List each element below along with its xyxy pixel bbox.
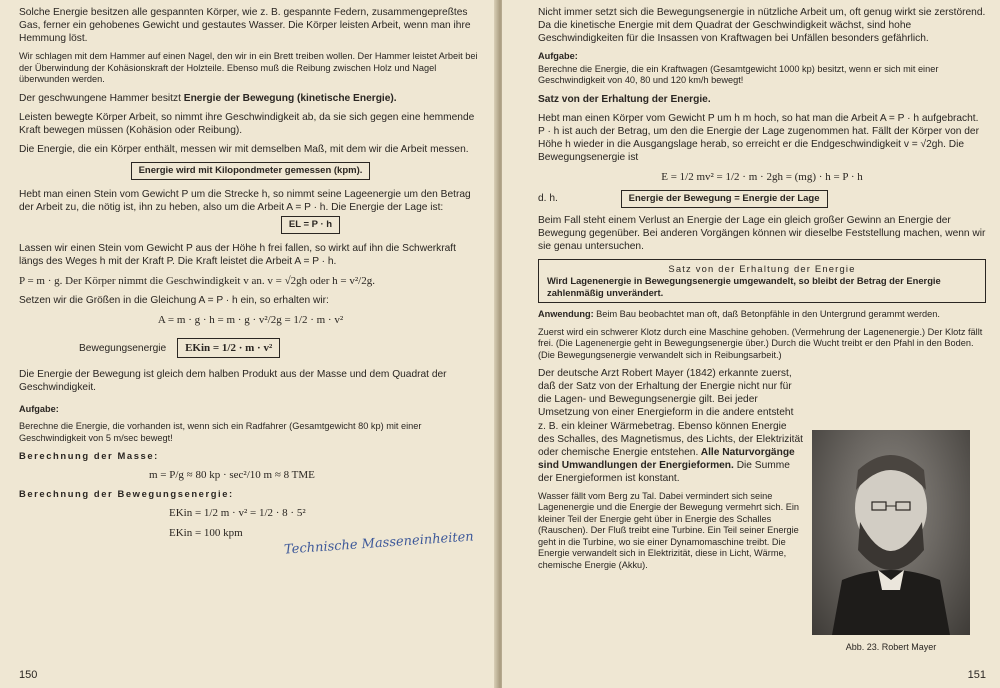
paragraph: Zuerst wird ein schwerer Klotz durch eine Maschine gehoben. (Vermehrung der Lagenenergie.) Der Klotz fällt frei. (Die Lagenenergie geht in Bewegungsenergie über.) Durch die Wucht treibt er den Pfahl in den Boden. (Die Bewegungsenergie verwandelt sich in Reibungsarbeit.) [538, 326, 983, 360]
formula: m = P/g ≈ 80 kp · sec²/10 m ≈ 8 TME [149, 469, 315, 482]
paragraph: Hebt man einen Stein vom Gewicht P um die Strecke h, so nimmt seine Lageenergie um den Betrag der Arbeit zu, die nötig ist, ihn zu heben, also um die Arbeit A = P · h. Die Energie der Lage ist: [19, 188, 471, 214]
page-number: 151 [967, 668, 986, 681]
formula-row [538, 190, 986, 208]
law-box [538, 259, 986, 303]
formula-line: P = m · g. Der Körper nimmt die Geschwindigkeit v an. v = √2gh oder h = v²/2g. [19, 275, 375, 288]
formula: E = 1/2 mv² = 1/2 · m · 2gh = (mg) · h = P · h [661, 170, 863, 183]
paragraph: Die Energie der Bewegung ist gleich dem halben Produkt aus der Masse und dem Quadrat der Geschwindigkeit. [19, 368, 447, 393]
paragraph: Wir schlagen mit dem Hammer auf einen Nagel, den wir in ein Brett treiben wollen. Der Hammer leistet Arbeit bei der Überwindung der Kohäsionskraft der Holzteile. Ebenso muß die Reibung zwischen Holz und Nagel überwunden werden. [19, 51, 478, 85]
law-title: Satz von der Erhaltung der Energie [668, 263, 856, 275]
boxed-statement: Energie der Bewegung = Energie der Lage [621, 190, 828, 208]
page-number: 150 [19, 668, 38, 681]
right-page [502, 0, 1000, 688]
handwritten-note: Technische Masseneinheiten [283, 529, 475, 558]
paragraph: Wasser fällt vom Berg zu Tal. Dabei vermindert sich seine Lagenenergie und die Energie der Bewegung vermehrt sich. Ein kleiner Teil der Energie geht über in Energie des Schalles (Rauschen). Der Fluß treibt eine Turbine. Ein Teil seiner Energie geht in die Turbine, wo sie einer Dynamomaschine treibt. Die Energie verwandelt sich in Elektrizität, diese in Licht, Wärme, chemische Energie (Akku). [538, 490, 799, 570]
task-text: Berechne die Energie, die vorhanden ist, wenn sich ein Radfahrer (Gesamtgewicht 80 kp) mit einer Geschwindigkeit von 5 m/sec bewegt! [19, 421, 422, 443]
task-title: Aufgabe: [538, 51, 578, 62]
boxed-statement: Energie wird mit Kilopondmeter gemessen (kpm). [131, 162, 371, 180]
task-text: Berechne die Energie, die ein Kraftwagen (Gesamtgewicht 1000 kp) besitzt, wenn er sich mit einer Geschwindigkeit von 40, 80 und 120 km/h bewegt! [538, 63, 939, 86]
figure-caption: Abb. 23. Robert Mayer [845, 642, 937, 652]
formula-row [79, 338, 482, 358]
paragraph: Hebt man einen Körper vom Gewicht P um h m hoch, so hat man die Arbeit A = P · h aufgebracht. P · h ist auch der Betrag, um den die Energie der Lage zugenommen hat. Fällt der Körper von der Höhe h wieder in die Ausgangslage herab, so erreicht er die Endgeschwindigkeit v = √2gh. Die Bewegungsenergie ist [538, 112, 979, 163]
paragraph: Der deutsche Arzt Robert Mayer (1842) erkannte zuerst, daß der Satz von der Erhaltung der Energie nicht nur für die Lagen- und Bewegungsenergie gilt. Bei jeder Umsetzung von einer Energieform in die andere entsteht z. B. ein kleiner Wärmebetrag. Ebenso können Energie des Schalles, des Magnetismus, des Lichts, der Elektrizität oder chemische Energie entstehen. Alle Naturvorgänge sind Umwandlungen der Energieformen. Die Summe der Energieformen ist konstant. [538, 368, 803, 484]
calc-title: Berechnung der Bewegungsenergie: [19, 488, 234, 500]
paragraph: Leisten bewegte Körper Arbeit, so nimmt ihre Geschwindigkeit ab, da sie sich gegen eine hemmende Kraft bewegen müssen (Kohäsion oder Reibung). [19, 111, 475, 136]
portrait-image [812, 430, 970, 635]
paragraph: Der geschwungene Hammer besitzt Energie der Bewegung (kinetische Energie). [19, 92, 397, 104]
boxed-formula: EKin = 1/2 · m · v² [177, 338, 280, 358]
formula: A = m · g · h = m · g · v²/2g = 1/2 · m · v² [157, 314, 344, 327]
paragraph: d. h. [538, 192, 558, 204]
formula-label: Bewegungsenergie [79, 342, 167, 354]
paragraph: Lassen wir einen Stein vom Gewicht P aus der Höhe h frei fallen, so wirkt auf ihn die Schwerkraft längs des Weges h mit der Kraft P. Die Kraft leistet die Arbeit A = P · h. [19, 243, 456, 268]
paragraph: Anwendung: Beim Bau beobachtet man oft, daß Betonpfähle in den Untergrund gerammt werden. [538, 309, 940, 320]
paragraph: Beim Fall steht einem Verlust an Energie der Lage ein gleich großer Gewinn an Energie der Bewegung gegenüber. Bei anderen Vorgängen können wir dieselbe Feststellung machen, wenn wir sie genau untersuchen. [538, 215, 986, 253]
paragraph: Nicht immer setzt sich die Bewegungsenergie in nützliche Arbeit um, oft genug wirkt sie zerstörend. Da die kinetische Energie mit dem Quadrat der Geschwindigkeit wächst, sind hohe Geschwindigkeiten für die Insassen von Kraftwagen bei Unfällen besonders gefährlich. [538, 7, 986, 45]
law-text: Wird Lagenenergie in Bewegungsenergie umgewandelt, so bleibt der Betrag der Energie zahlenmäßig unverändert. [547, 275, 941, 299]
paragraph: Die Energie, die ein Körper enthält, messen wir mit demselben Maß, mit dem wir die Arbeit messen. [19, 143, 469, 155]
formula: EKin = 100 kpm [169, 527, 243, 540]
left-page [0, 0, 498, 688]
paragraph: Solche Energie besitzen alle gespannten Körper, wie z. B. gespannte Federn, zusammengepreßtes Gas, ferner ein gehobenes Gewicht und gestautes Wasser. Die Körper leisten Arbeit, wenn man ihre Hemmung löst. [19, 7, 471, 45]
boxed-formula: EL = P · h [281, 216, 340, 234]
formula: EKin = 1/2 m · v² = 1/2 · 8 · 5² [169, 507, 306, 520]
calc-title: Berechnung der Masse: [19, 450, 159, 462]
paragraph: Setzen wir die Größen in die Gleichung A = P · h ein, so erhalten wir: [19, 295, 329, 307]
section-title: Satz von der Erhaltung der Energie. [538, 93, 711, 105]
task-title: Aufgabe: [19, 403, 59, 414]
